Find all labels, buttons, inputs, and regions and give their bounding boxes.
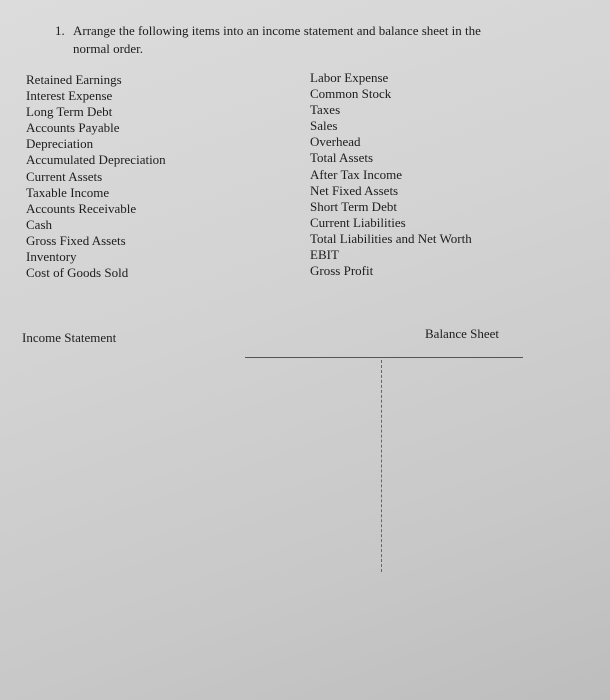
- question-number: 1.: [55, 23, 65, 38]
- balance-sheet-heading: Balance Sheet: [425, 326, 499, 341]
- list-item: Short Term Debt: [310, 198, 397, 214]
- list-item: Interest Expense: [26, 88, 113, 104]
- list-item: Taxable Income: [26, 184, 110, 200]
- list-item: Overhead: [310, 134, 361, 150]
- item-list-left: [26, 72, 266, 281]
- list-item: Gross Profit: [310, 263, 374, 279]
- t-account-top-line: [245, 357, 523, 358]
- list-item: Total Liabilities and Net Worth: [310, 230, 472, 246]
- list-item: Total Assets: [310, 150, 374, 166]
- item-list-right: [310, 70, 570, 279]
- question-text-line1: Arrange the following items into an income statement and balance sheet in the: [73, 23, 481, 38]
- list-item: Current Assets: [26, 168, 103, 184]
- list-item: Retained Earnings: [26, 72, 122, 87]
- list-item: Net Fixed Assets: [310, 182, 399, 198]
- list-item: Inventory: [26, 249, 77, 265]
- list-item: Taxes: [310, 102, 341, 118]
- list-item: Sales: [310, 118, 338, 134]
- list-item: Cost of Goods Sold: [26, 265, 129, 281]
- question-text-line2: normal order.: [73, 41, 144, 56]
- list-item: Accumulated Depreciation: [26, 152, 166, 168]
- list-item: Long Term Debt: [26, 104, 113, 120]
- list-item: Accounts Payable: [26, 120, 120, 136]
- list-item: Labor Expense: [310, 70, 389, 85]
- list-item: Cash: [26, 216, 52, 232]
- list-item: After Tax Income: [310, 166, 402, 182]
- list-item: Gross Fixed Assets: [26, 232, 126, 248]
- income-statement-heading: Income Statement: [22, 330, 117, 345]
- list-item: Depreciation: [26, 136, 94, 152]
- list-item: Current Liabilities: [310, 214, 406, 230]
- t-account-divider-line: [381, 360, 382, 572]
- list-item: EBIT: [310, 247, 339, 263]
- list-item: Accounts Receivable: [26, 200, 137, 216]
- list-item: Common Stock: [310, 86, 392, 102]
- question-prompt: [55, 22, 535, 58]
